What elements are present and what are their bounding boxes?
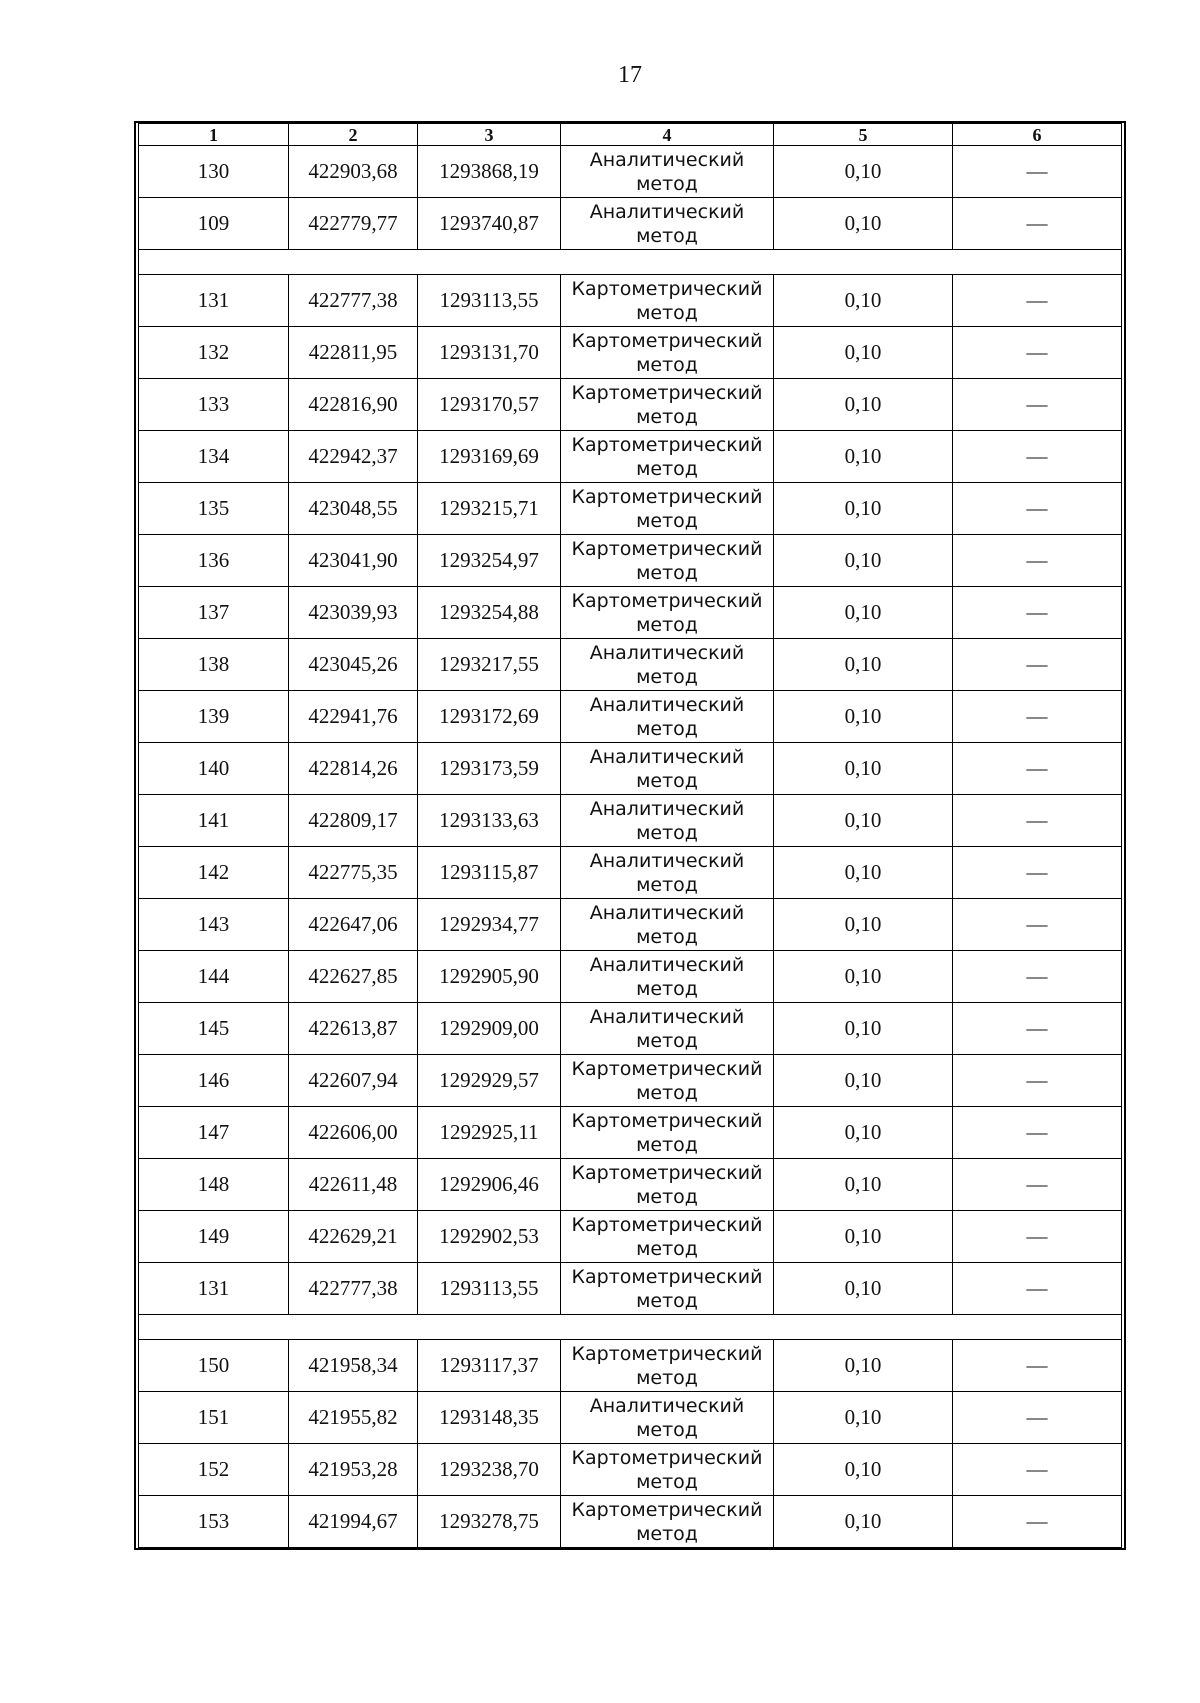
column-header: 5 (774, 124, 953, 146)
method-cell (561, 483, 774, 535)
table-row (139, 146, 1122, 198)
point-number-cell: 134 (139, 431, 289, 483)
method-word: метод (636, 977, 698, 1000)
y-coordinate-cell: 1293117,37 (418, 1340, 561, 1392)
table-row (139, 743, 1122, 795)
method-cell (561, 795, 774, 847)
y-coordinate-cell: 1293115,87 (418, 847, 561, 899)
point-number-cell: 131 (139, 1263, 289, 1315)
table-row (139, 431, 1122, 483)
x-coordinate-cell: 422777,38 (289, 1263, 418, 1315)
notes-cell: — (953, 847, 1122, 899)
accuracy-cell: 0,10 (774, 1003, 953, 1055)
method-cell (561, 691, 774, 743)
y-coordinate-cell: 1293131,70 (418, 327, 561, 379)
method-cell (561, 535, 774, 587)
method-cell (561, 1055, 774, 1107)
method-cell (561, 639, 774, 691)
x-coordinate-cell: 422941,76 (289, 691, 418, 743)
point-number-cell: 146 (139, 1055, 289, 1107)
method-word: метод (636, 509, 698, 532)
method-cell (561, 1107, 774, 1159)
notes-cell: — (953, 951, 1122, 1003)
y-coordinate-cell: 1293215,71 (418, 483, 561, 535)
accuracy-cell: 0,10 (774, 639, 953, 691)
x-coordinate-cell: 423045,26 (289, 639, 418, 691)
method-name: Аналитический (589, 797, 745, 820)
x-coordinate-cell: 422607,94 (289, 1055, 418, 1107)
table-row (139, 847, 1122, 899)
table-row (139, 1211, 1122, 1263)
x-coordinate-cell: 422629,21 (289, 1211, 418, 1263)
column-header: 3 (418, 124, 561, 146)
x-coordinate-cell: 423039,93 (289, 587, 418, 639)
method-word: метод (636, 665, 698, 688)
method-word: метод (636, 821, 698, 844)
method-name: Картометрический (571, 1265, 763, 1288)
point-number-cell: 141 (139, 795, 289, 847)
y-coordinate-cell: 1293133,63 (418, 795, 561, 847)
method-name: Картометрический (571, 381, 763, 404)
point-number-cell: 145 (139, 1003, 289, 1055)
accuracy-cell: 0,10 (774, 691, 953, 743)
y-coordinate-cell: 1293740,87 (418, 198, 561, 250)
method-word: метод (636, 1470, 698, 1493)
method-name: Аналитический (589, 1394, 745, 1417)
y-coordinate-cell: 1293217,55 (418, 639, 561, 691)
method-word: метод (636, 405, 698, 428)
y-coordinate-cell: 1293169,69 (418, 431, 561, 483)
point-number-cell: 140 (139, 743, 289, 795)
notes-cell: — (953, 639, 1122, 691)
coordinates-table (138, 123, 1122, 1548)
accuracy-cell: 0,10 (774, 431, 953, 483)
table-header-row (139, 124, 1122, 146)
point-number-cell: 131 (139, 275, 289, 327)
method-name: Картометрический (571, 277, 763, 300)
method-word: метод (636, 873, 698, 896)
method-cell (561, 198, 774, 250)
table-row (139, 535, 1122, 587)
method-cell (561, 587, 774, 639)
method-cell (561, 327, 774, 379)
method-cell (561, 379, 774, 431)
x-coordinate-cell: 422627,85 (289, 951, 418, 1003)
point-number-cell: 150 (139, 1340, 289, 1392)
point-number-cell: 143 (139, 899, 289, 951)
accuracy-cell: 0,10 (774, 899, 953, 951)
method-name: Картометрический (571, 1161, 763, 1184)
column-header: 2 (289, 124, 418, 146)
y-coordinate-cell: 1292902,53 (418, 1211, 561, 1263)
method-word: метод (636, 717, 698, 740)
table-row (139, 587, 1122, 639)
method-name: Аналитический (589, 148, 745, 171)
method-cell (561, 847, 774, 899)
point-number-cell: 132 (139, 327, 289, 379)
method-word: метод (636, 613, 698, 636)
method-word: метод (636, 224, 698, 247)
method-name: Картометрический (571, 589, 763, 612)
y-coordinate-cell: 1293172,69 (418, 691, 561, 743)
accuracy-cell: 0,10 (774, 1159, 953, 1211)
method-name: Картометрический (571, 1342, 763, 1365)
method-cell (561, 743, 774, 795)
notes-cell: — (953, 1003, 1122, 1055)
y-coordinate-cell: 1293868,19 (418, 146, 561, 198)
x-coordinate-cell: 421994,67 (289, 1496, 418, 1548)
method-cell (561, 1444, 774, 1496)
table-row (139, 327, 1122, 379)
notes-cell: — (953, 1159, 1122, 1211)
x-coordinate-cell: 422775,35 (289, 847, 418, 899)
notes-cell: — (953, 431, 1122, 483)
method-cell (561, 899, 774, 951)
page-number: 17 (618, 62, 642, 88)
x-coordinate-cell: 422814,26 (289, 743, 418, 795)
table-row (139, 1003, 1122, 1055)
x-coordinate-cell: 422611,48 (289, 1159, 418, 1211)
point-number-cell: 133 (139, 379, 289, 431)
table-row (139, 1444, 1122, 1496)
method-word: метод (636, 925, 698, 948)
x-coordinate-cell: 422777,38 (289, 275, 418, 327)
notes-cell: — (953, 146, 1122, 198)
notes-cell: — (953, 275, 1122, 327)
accuracy-cell: 0,10 (774, 146, 953, 198)
accuracy-cell: 0,10 (774, 795, 953, 847)
y-coordinate-cell: 1292905,90 (418, 951, 561, 1003)
table-row (139, 198, 1122, 250)
table-row (139, 379, 1122, 431)
method-cell (561, 1392, 774, 1444)
method-cell (561, 1003, 774, 1055)
table-row (139, 1392, 1122, 1444)
y-coordinate-cell: 1292925,11 (418, 1107, 561, 1159)
method-name: Картометрический (571, 485, 763, 508)
notes-cell: — (953, 1107, 1122, 1159)
x-coordinate-cell: 422942,37 (289, 431, 418, 483)
notes-cell: — (953, 1392, 1122, 1444)
x-coordinate-cell: 422809,17 (289, 795, 418, 847)
y-coordinate-cell: 1293173,59 (418, 743, 561, 795)
accuracy-cell: 0,10 (774, 327, 953, 379)
method-name: Картометрический (571, 537, 763, 560)
method-name: Картометрический (571, 433, 763, 456)
method-cell (561, 431, 774, 483)
method-name: Картометрический (571, 1446, 763, 1469)
y-coordinate-cell: 1293278,75 (418, 1496, 561, 1548)
accuracy-cell: 0,10 (774, 587, 953, 639)
table-row (139, 1107, 1122, 1159)
x-coordinate-cell: 422816,90 (289, 379, 418, 431)
method-word: метод (636, 769, 698, 792)
notes-cell: — (953, 795, 1122, 847)
table-row (139, 1340, 1122, 1392)
method-word: метод (636, 1185, 698, 1208)
section-separator-cell (139, 1315, 1122, 1340)
notes-cell: — (953, 379, 1122, 431)
x-coordinate-cell: 422903,68 (289, 146, 418, 198)
method-name: Аналитический (589, 953, 745, 976)
method-word: метод (636, 1237, 698, 1260)
table-row (139, 639, 1122, 691)
accuracy-cell: 0,10 (774, 275, 953, 327)
notes-cell: — (953, 1340, 1122, 1392)
y-coordinate-cell: 1293254,97 (418, 535, 561, 587)
table-row (139, 1496, 1122, 1548)
table-row (139, 951, 1122, 1003)
x-coordinate-cell: 422647,06 (289, 899, 418, 951)
method-word: метод (636, 1029, 698, 1052)
accuracy-cell: 0,10 (774, 483, 953, 535)
accuracy-cell: 0,10 (774, 951, 953, 1003)
notes-cell: — (953, 899, 1122, 951)
table-row (139, 1159, 1122, 1211)
accuracy-cell: 0,10 (774, 1107, 953, 1159)
method-cell (561, 1159, 774, 1211)
notes-cell: — (953, 1055, 1122, 1107)
point-number-cell: 149 (139, 1211, 289, 1263)
coordinates-table-frame (134, 121, 1126, 1550)
x-coordinate-cell: 422606,00 (289, 1107, 418, 1159)
notes-cell: — (953, 198, 1122, 250)
notes-cell: — (953, 1444, 1122, 1496)
method-word: метод (636, 353, 698, 376)
point-number-cell: 144 (139, 951, 289, 1003)
method-word: метод (636, 561, 698, 584)
column-header: 1 (139, 124, 289, 146)
method-name: Аналитический (589, 693, 745, 716)
point-number-cell: 152 (139, 1444, 289, 1496)
accuracy-cell: 0,10 (774, 535, 953, 587)
accuracy-cell: 0,10 (774, 379, 953, 431)
method-cell (561, 1263, 774, 1315)
column-header: 6 (953, 124, 1122, 146)
method-word: метод (636, 172, 698, 195)
table-row (139, 899, 1122, 951)
accuracy-cell: 0,10 (774, 1340, 953, 1392)
method-cell (561, 951, 774, 1003)
method-name: Картометрический (571, 1498, 763, 1521)
x-coordinate-cell: 421955,82 (289, 1392, 418, 1444)
point-number-cell: 137 (139, 587, 289, 639)
method-name: Картометрический (571, 1213, 763, 1236)
x-coordinate-cell: 421953,28 (289, 1444, 418, 1496)
notes-cell: — (953, 1496, 1122, 1548)
method-name: Картометрический (571, 329, 763, 352)
point-number-cell: 138 (139, 639, 289, 691)
column-header: 4 (561, 124, 774, 146)
point-number-cell: 153 (139, 1496, 289, 1548)
method-name: Аналитический (589, 849, 745, 872)
method-name: Картометрический (571, 1057, 763, 1080)
table-row (139, 275, 1122, 327)
method-name: Аналитический (589, 641, 745, 664)
method-word: метод (636, 1133, 698, 1156)
point-number-cell: 151 (139, 1392, 289, 1444)
method-cell (561, 1340, 774, 1392)
notes-cell: — (953, 327, 1122, 379)
y-coordinate-cell: 1293148,35 (418, 1392, 561, 1444)
method-cell (561, 146, 774, 198)
accuracy-cell: 0,10 (774, 1211, 953, 1263)
point-number-cell: 147 (139, 1107, 289, 1159)
y-coordinate-cell: 1292934,77 (418, 899, 561, 951)
y-coordinate-cell: 1293170,57 (418, 379, 561, 431)
method-cell (561, 1211, 774, 1263)
notes-cell: — (953, 691, 1122, 743)
point-number-cell: 130 (139, 146, 289, 198)
method-word: метод (636, 1289, 698, 1312)
method-word: метод (636, 1522, 698, 1545)
point-number-cell: 148 (139, 1159, 289, 1211)
x-coordinate-cell: 423048,55 (289, 483, 418, 535)
x-coordinate-cell: 422613,87 (289, 1003, 418, 1055)
accuracy-cell: 0,10 (774, 847, 953, 899)
point-number-cell: 136 (139, 535, 289, 587)
y-coordinate-cell: 1293238,70 (418, 1444, 561, 1496)
accuracy-cell: 0,10 (774, 198, 953, 250)
method-word: метод (636, 1081, 698, 1104)
notes-cell: — (953, 743, 1122, 795)
x-coordinate-cell: 422779,77 (289, 198, 418, 250)
point-number-cell: 139 (139, 691, 289, 743)
y-coordinate-cell: 1293254,88 (418, 587, 561, 639)
accuracy-cell: 0,10 (774, 1444, 953, 1496)
y-coordinate-cell: 1292929,57 (418, 1055, 561, 1107)
table-row (139, 1055, 1122, 1107)
notes-cell: — (953, 535, 1122, 587)
x-coordinate-cell: 423041,90 (289, 535, 418, 587)
method-word: метод (636, 1418, 698, 1441)
notes-cell: — (953, 1263, 1122, 1315)
accuracy-cell: 0,10 (774, 743, 953, 795)
table-row (139, 483, 1122, 535)
accuracy-cell: 0,10 (774, 1263, 953, 1315)
method-name: Аналитический (589, 200, 745, 223)
table-row (139, 691, 1122, 743)
method-name: Аналитический (589, 745, 745, 768)
y-coordinate-cell: 1293113,55 (418, 275, 561, 327)
notes-cell: — (953, 587, 1122, 639)
method-name: Аналитический (589, 901, 745, 924)
method-word: метод (636, 1366, 698, 1389)
x-coordinate-cell: 422811,95 (289, 327, 418, 379)
accuracy-cell: 0,10 (774, 1055, 953, 1107)
section-separator-cell (139, 250, 1122, 275)
y-coordinate-cell: 1292909,00 (418, 1003, 561, 1055)
x-coordinate-cell: 421958,34 (289, 1340, 418, 1392)
method-word: метод (636, 457, 698, 480)
accuracy-cell: 0,10 (774, 1392, 953, 1444)
point-number-cell: 142 (139, 847, 289, 899)
section-separator-row (139, 250, 1122, 275)
method-cell (561, 1496, 774, 1548)
table-row (139, 1263, 1122, 1315)
notes-cell: — (953, 1211, 1122, 1263)
accuracy-cell: 0,10 (774, 1496, 953, 1548)
y-coordinate-cell: 1293113,55 (418, 1263, 561, 1315)
method-name: Аналитический (589, 1005, 745, 1028)
point-number-cell: 135 (139, 483, 289, 535)
y-coordinate-cell: 1292906,46 (418, 1159, 561, 1211)
method-name: Картометрический (571, 1109, 763, 1132)
method-word: метод (636, 301, 698, 324)
section-separator-row (139, 1315, 1122, 1340)
method-cell (561, 275, 774, 327)
notes-cell: — (953, 483, 1122, 535)
table-row (139, 795, 1122, 847)
point-number-cell: 109 (139, 198, 289, 250)
